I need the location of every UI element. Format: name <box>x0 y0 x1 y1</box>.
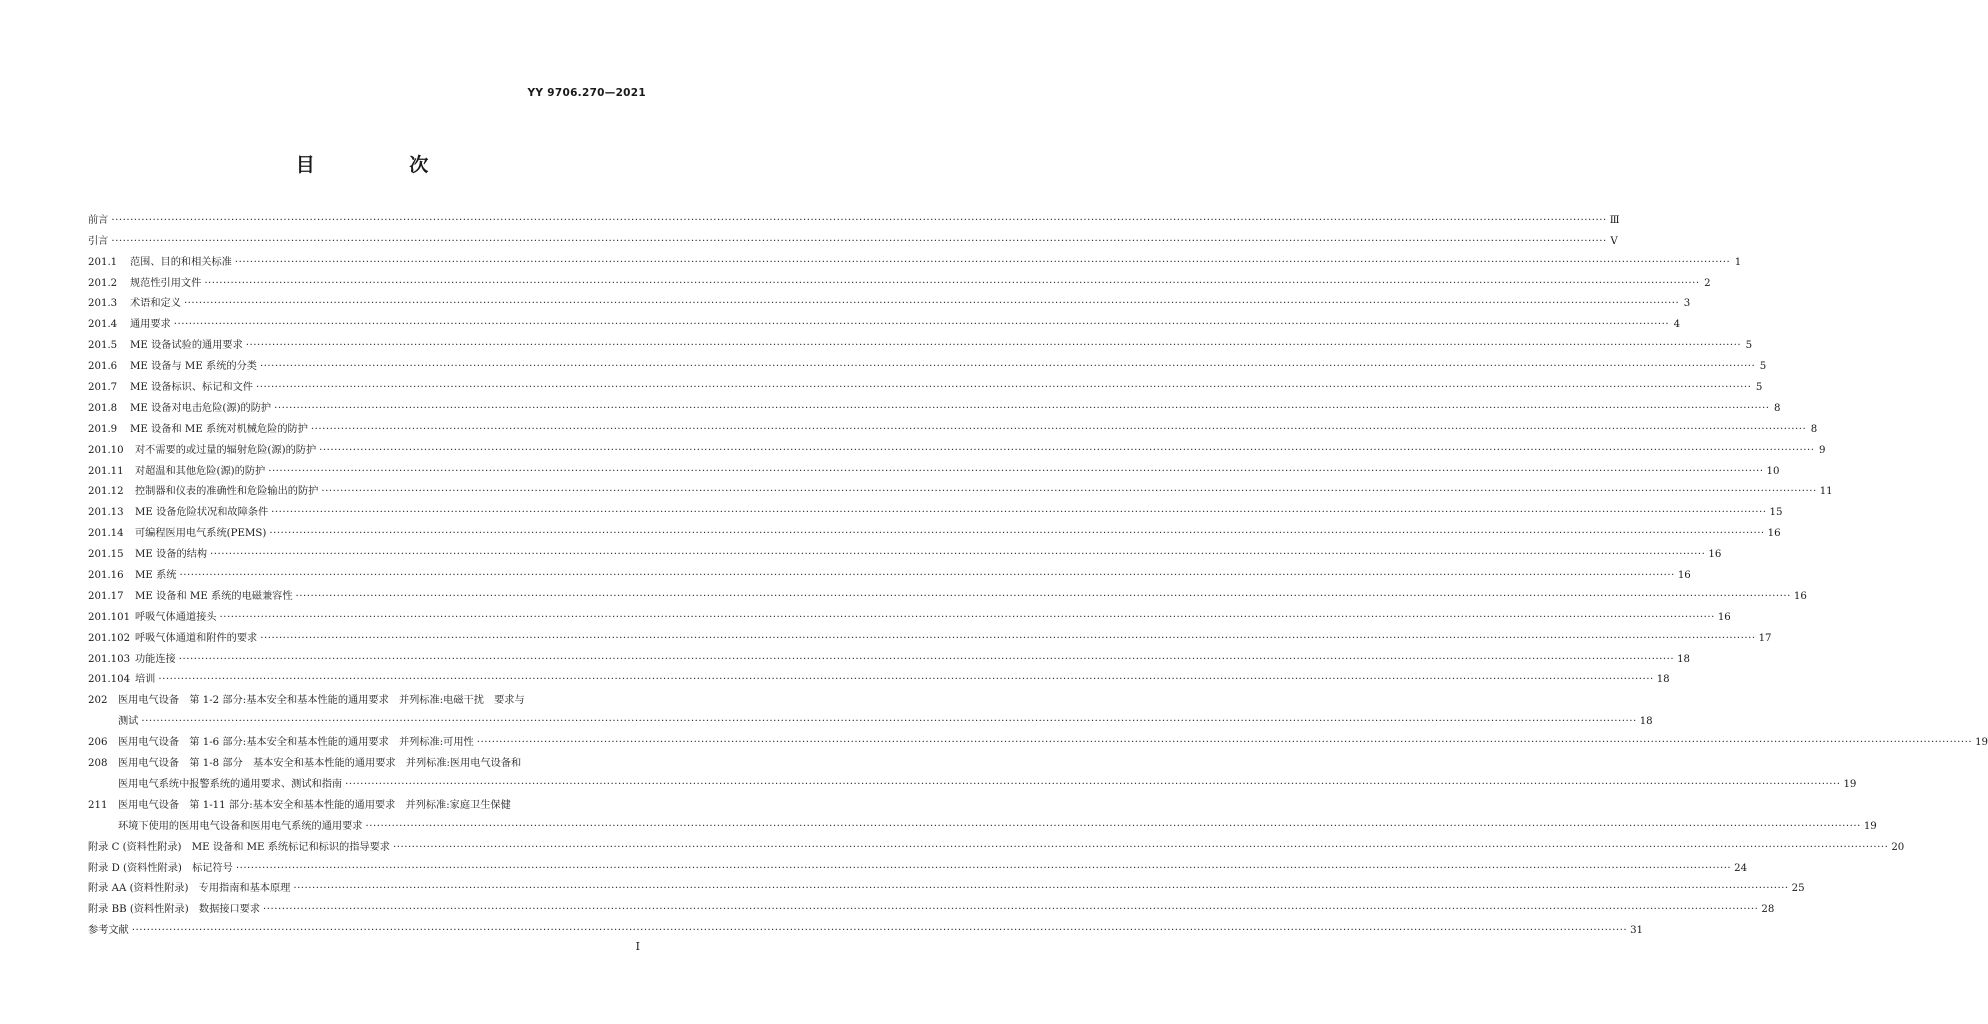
toc-entry[interactable] <box>88 227 1618 248</box>
toc-entry-number: 201.14 <box>88 528 124 540</box>
toc-entry-number: 201.1 <box>88 256 118 268</box>
toc-entry[interactable] <box>88 582 1807 603</box>
toc-entry-number: 201.6 <box>88 361 118 373</box>
toc-entry[interactable] <box>88 310 1681 331</box>
toc-entry[interactable] <box>88 916 1644 937</box>
toc-leader-dots: ················································································································································································································································································································································································································ <box>111 214 1607 226</box>
toc-leader-dots: ················································································································································································································································································································································································································ <box>131 925 1628 937</box>
toc-entry-number: 211 <box>88 799 108 811</box>
toc-entry[interactable] <box>88 854 1748 875</box>
toc-entry-title: ME 设备试验的通用要求 <box>130 340 243 352</box>
toc-entry-number: 201.13 <box>88 507 124 519</box>
toc-entry-title: 呼吸气体通道接头 <box>135 611 217 623</box>
toc-entry-page: 2 <box>1704 277 1711 289</box>
toc-leader-dots: ················································································································································································································································································································································································································ <box>179 570 1675 582</box>
toc-leader-dots: ················································································································································································································································································································································································································ <box>321 486 1817 498</box>
toc-leader-dots: ················································································································································································································································································································································································································ <box>268 465 1764 477</box>
toc-entry-number: 201.9 <box>88 423 118 435</box>
toc-entry-title: 对不需要的或过量的辐射危险(源)的防护 <box>135 444 317 456</box>
toc-entry-title: ME 设备危险状况和故障条件 <box>135 507 269 519</box>
toc-leader-dots: ················································································································································································································································································································································································································ <box>345 778 1841 790</box>
toc-entry-number: 201.103 <box>88 653 131 665</box>
toc-entry-page: 11 <box>1819 486 1833 498</box>
toc-entry[interactable] <box>88 206 1620 227</box>
toc-leader-dots: ················································································································································································································································································································································································································ <box>271 507 1767 519</box>
toc-leader-dots: ················································································································································································································································································································································································································ <box>158 674 1654 686</box>
toc-entry-page: 19 <box>1843 778 1857 790</box>
toc-entry[interactable] <box>88 457 1780 478</box>
toc-leader-dots: ················································································································································································································································································································································································································ <box>255 382 1752 394</box>
toc-entry-title: 附录 D (资料性附录) 标记符号 <box>88 862 233 874</box>
toc-entry-number: 201.4 <box>88 319 118 331</box>
toc-entry-title: 医用电气设备 第 1-2 部分:基本安全和基本性能的通用要求 并列标准:电磁干扰 要求与 <box>118 695 525 707</box>
toc-entry-page: 15 <box>1769 507 1783 519</box>
toc-entry-page: 3 <box>1683 298 1691 310</box>
toc-entry[interactable] <box>88 686 646 707</box>
toc-entry-page: 25 <box>1791 883 1805 895</box>
toc-entry-page: 18 <box>1639 716 1653 728</box>
toc-leader-dots: ················································································································································································································································································································································································································ <box>219 611 1715 623</box>
toc-entry-title: 附录 C (资料性附录) ME 设备和 ME 系统标记和标识的指导要求 <box>88 841 390 853</box>
toc-entry-title: 呼吸气体通道和附件的要求 <box>135 632 258 644</box>
toc-entry-number: 201.15 <box>88 549 124 561</box>
toc-entry[interactable] <box>88 561 1691 582</box>
toc-leader-dots: ················································································································································································································································································································································································································ <box>293 883 1789 895</box>
toc-leader-dots: ················································································································································································································································································································································································································ <box>319 444 1815 456</box>
toc-entry-title: 测试 <box>118 716 139 728</box>
toc-entry-number: 201.2 <box>88 277 118 289</box>
toc-entry-page: 28 <box>1761 904 1775 916</box>
toc-entry-title: 引言 <box>88 235 109 247</box>
toc-entry-title: 附录 AA (资料性附录) 专用指南和基本原理 <box>88 883 291 895</box>
toc-entry[interactable] <box>88 373 1763 394</box>
toc-entry-title: ME 设备和 ME 系统对机械危险的防护 <box>130 423 308 435</box>
toc-leader-dots: ················································································································································································································································································································································································································ <box>183 298 1680 310</box>
toc-entry-title: 可编程医用电气系统(PEMS) <box>135 528 267 540</box>
page-number: Ⅰ <box>635 940 640 953</box>
toc-entry-number: 201.17 <box>88 590 124 602</box>
toc-entry[interactable] <box>88 498 1783 519</box>
toc-entry-number: 201.11 <box>88 465 124 477</box>
toc-entry-title: 控制器和仪表的准确性和危险输出的防护 <box>135 486 319 498</box>
toc-entry-page: 16 <box>1708 549 1722 561</box>
toc-entry-number: 201.3 <box>88 298 118 310</box>
toc-entry[interactable] <box>88 415 1818 436</box>
toc-entry-number: 202 <box>88 695 108 707</box>
toc-leader-dots: ················································································································································································································································································································································································································ <box>111 235 1607 247</box>
toc-entry[interactable] <box>88 519 1781 540</box>
toc-entry[interactable] <box>88 248 1742 269</box>
toc-entry-page: 16 <box>1767 528 1781 540</box>
toc-entry[interactable] <box>88 352 1767 373</box>
toc-entry-page: 19 <box>1975 737 1988 749</box>
toc-entry-page: 8 <box>1773 402 1781 414</box>
toc-leader-dots: ················································································································································································································································································································································································································ <box>234 256 1731 268</box>
toc-entry-title: 医用电气设备 第 1-8 部分 基本安全和基本性能的通用要求 并列标准:医用电气设备和 <box>118 758 522 770</box>
toc-leader-dots: ················································································································································································································································································································································································································ <box>310 423 1807 435</box>
toc-entry-number: 208 <box>88 758 108 770</box>
toc-entry-number: 201.8 <box>88 402 118 414</box>
toc-entry-page: 4 <box>1673 319 1681 331</box>
toc-leader-dots: ················································································································································································································································································································································································································ <box>274 402 1770 414</box>
toc-entry-page: 18 <box>1677 653 1691 665</box>
toc-leader-dots: ················································································································································································································································································································································································································ <box>269 528 1765 540</box>
toc-entry-number: 201.10 <box>88 444 124 456</box>
standard-code: YY 9706.270—2021 <box>527 87 646 99</box>
toc-entry-number: 201.101 <box>88 611 131 623</box>
toc-entry-title: 培训 <box>135 674 156 686</box>
toc-leader-dots: ················································································································································································································································································································································································································ <box>365 820 1861 832</box>
toc-entry-title: 医用电气系统中报警系统的通用要求、测试和指南 <box>118 778 343 790</box>
toc-entry-page: 24 <box>1734 862 1748 874</box>
toc-entry[interactable] <box>88 540 1722 561</box>
toc-entry[interactable] <box>88 269 1711 290</box>
toc-entry-title: ME 系统 <box>135 570 177 582</box>
toc-entry-page: 20 <box>1891 841 1905 853</box>
toc-leader-dots: ················································································································································································································································································································································································································ <box>173 319 1670 331</box>
toc-entry-title: ME 设备和 ME 系统的电磁兼容性 <box>135 590 293 602</box>
toc-entry-number: 201.12 <box>88 486 124 498</box>
toc-entry-page: Ⅴ <box>1610 235 1618 247</box>
toc-entry-page: 17 <box>1758 632 1772 644</box>
toc-entry[interactable] <box>88 895 1775 916</box>
toc-entry-page: 5 <box>1759 361 1767 373</box>
toc-entry-title: ME 设备对电击危险(源)的防护 <box>130 402 272 414</box>
toc-entry[interactable] <box>88 833 1905 854</box>
toc-entry[interactable] <box>88 624 1772 645</box>
toc-entry[interactable] <box>88 331 1753 352</box>
toc-entry-title: ME 设备与 ME 系统的分类 <box>130 361 257 373</box>
toc-entry-title: 范围、目的和相关标准 <box>130 256 232 268</box>
toc-entry-page: 31 <box>1630 925 1644 937</box>
toc-entry-title: 通用要求 <box>130 319 171 331</box>
toc-leader-dots: ················································································································································································································································································································································································································ <box>260 632 1756 644</box>
toc-title: 目 次 <box>295 154 473 176</box>
toc-entry-page: 9 <box>1818 444 1826 456</box>
toc-entry-number: 201.16 <box>88 570 124 582</box>
toc-leader-dots: ················································································································································································································································································································································································································ <box>210 549 1706 561</box>
toc-entry-title: ME 设备的结构 <box>135 549 208 561</box>
toc-entry[interactable] <box>88 603 1731 624</box>
toc-entry-number: 201.7 <box>88 382 118 394</box>
toc-leader-dots: ················································································································································································································································································································································································································ <box>259 361 1756 373</box>
toc-entry[interactable] <box>88 749 646 770</box>
toc-entry-title: 前言 <box>88 214 109 226</box>
toc-leader-dots: ················································································································································································································································································································································································································ <box>178 653 1675 665</box>
toc-entry-number: 206 <box>88 737 108 749</box>
toc-leader-dots: ················································································································································································································································································································································································································ <box>235 862 1732 874</box>
toc-entry-number: 201.5 <box>88 340 118 352</box>
toc-entry[interactable] <box>88 875 1805 896</box>
toc-leader-dots: ················································································································································································································································································································································································································ <box>141 716 1637 728</box>
toc-leader-dots: ················································································································································································································································································································································································································ <box>263 904 1759 916</box>
toc-entry[interactable] <box>88 394 1781 415</box>
toc-entry-number: 201.104 <box>88 674 131 686</box>
toc-entry-title: 规范性引用文件 <box>130 277 202 289</box>
toc-entry-page: 19 <box>1863 820 1877 832</box>
toc-leader-dots: ················································································································································································································································································································································································································ <box>295 590 1791 602</box>
toc-entry-page: 18 <box>1656 674 1670 686</box>
toc-entry-page: 16 <box>1717 611 1731 623</box>
toc-entry[interactable] <box>88 290 1691 311</box>
toc-entry-number: 201.102 <box>88 632 131 644</box>
toc-entry[interactable] <box>88 791 646 812</box>
toc-entry[interactable] <box>88 728 1988 749</box>
toc-leader-dots: ················································································································································································································································································································································································································ <box>245 340 1742 352</box>
toc-entry-title: 医用电气设备 第 1-6 部分:基本安全和基本性能的通用要求 并列标准:可用性 <box>118 737 474 749</box>
toc-entry-page: Ⅲ <box>1609 214 1620 226</box>
toc-entry-title: 参考文献 <box>88 925 129 937</box>
toc-entry-title: 术语和定义 <box>130 298 181 310</box>
toc-entry-title: 功能连接 <box>135 653 176 665</box>
toc-leader-dots: ················································································································································································································································································································································································································ <box>476 737 1973 749</box>
toc-entry-page: 1 <box>1734 256 1742 268</box>
toc-entry-title: 环境下使用的医用电气设备和医用电气系统的通用要求 <box>118 820 363 832</box>
toc-entry-page: 5 <box>1745 340 1753 352</box>
toc-entry-title: ME 设备标识、标记和文件 <box>130 382 253 394</box>
table-of-contents <box>88 206 1988 937</box>
toc-leader-dots: ················································································································································································································································································································································································································ <box>204 277 1700 289</box>
toc-entry[interactable] <box>88 645 1691 666</box>
toc-entry-page: 10 <box>1766 465 1780 477</box>
toc-entry-title: 医用电气设备 第 1-11 部分:基本安全和基本性能的通用要求 并列标准:家庭卫生保健 <box>118 799 511 811</box>
toc-entry[interactable] <box>88 707 1653 728</box>
toc-entry-page: 5 <box>1755 382 1763 394</box>
toc-entry[interactable] <box>88 436 1826 457</box>
toc-leader-dots: ················································································································································································································································································································································································································ <box>392 841 1889 853</box>
toc-entry-page: 16 <box>1677 570 1691 582</box>
toc-entry-title: 附录 BB (资料性附录) 数据接口要求 <box>88 904 261 916</box>
toc-entry[interactable] <box>88 812 1877 833</box>
toc-entry-title: 对超温和其他危险(源)的防护 <box>135 465 266 477</box>
toc-entry[interactable] <box>88 478 1833 499</box>
toc-entry-page: 8 <box>1810 423 1818 435</box>
toc-entry[interactable] <box>88 770 1857 791</box>
toc-entry-page: 16 <box>1793 590 1807 602</box>
toc-entry[interactable] <box>88 666 1670 687</box>
